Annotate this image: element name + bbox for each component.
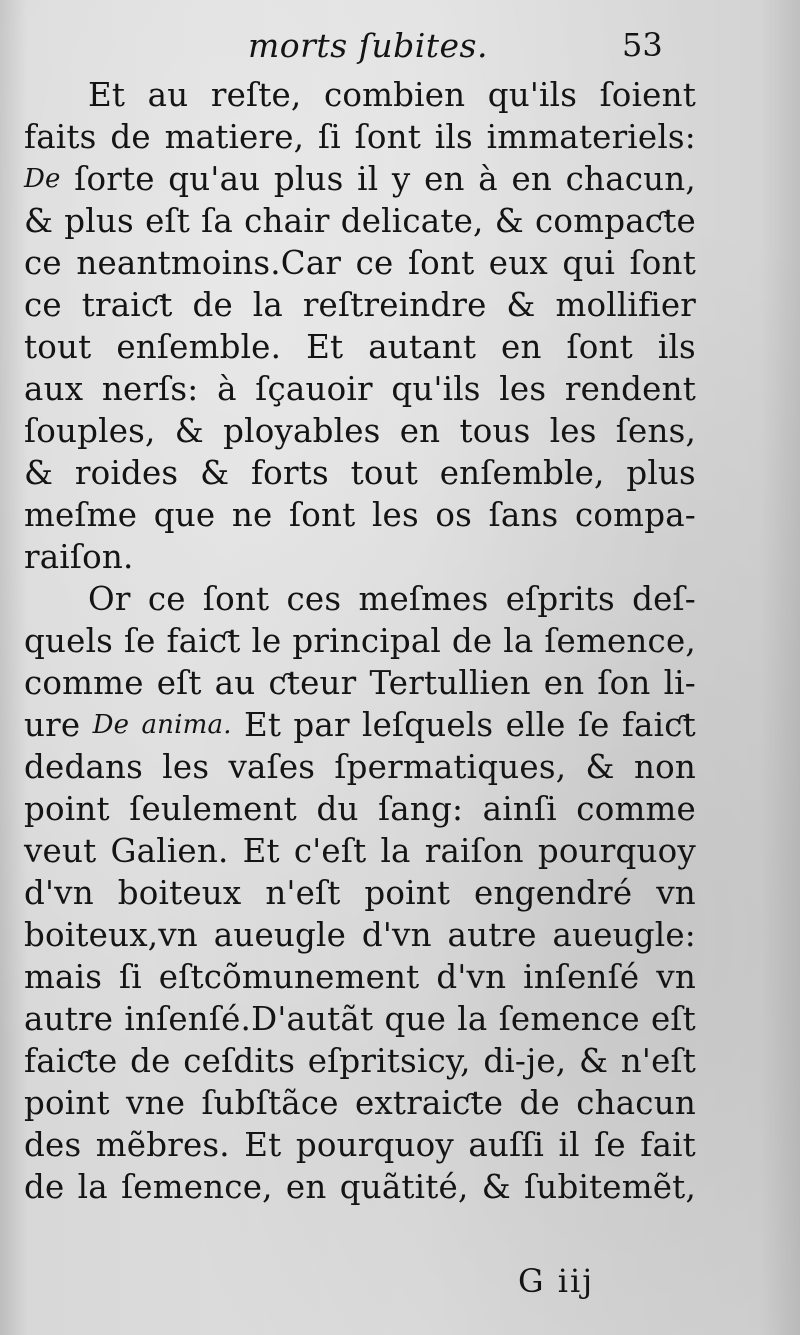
text-line: ure De anima. Et par leſquels elle ſe faiƈt <box>24 706 696 744</box>
text-line: meſme que ne ſont les os ſans compa- <box>24 496 696 534</box>
text-line: aux nerſs: à ſçauoir qu'ils les rendent <box>24 370 696 408</box>
page-header <box>0 22 800 72</box>
text-line: raiſon. <box>24 538 134 576</box>
running-head: morts ſubites. <box>248 26 488 65</box>
text-line: de la ſemence, en quãtité, & ſubitemẽt, <box>24 1168 696 1206</box>
text-line: & plus eſt ſa chair delicate, & compaƈte <box>24 202 696 240</box>
text-line: Et au reſte, combien qu'ils ſoient <box>88 76 696 114</box>
text-line: De ſorte qu'au plus il y en à en chacun, <box>24 160 696 198</box>
signature-mark: G iij <box>518 1262 595 1300</box>
text-line: & roides & forts tout enſemble, plus <box>24 454 696 492</box>
paragraph <box>24 74 696 578</box>
text-line: Or ce ſont ces meſmes eſprits deſ- <box>88 580 696 618</box>
text-line: dedans les vaſes ſpermatiques, & non <box>24 748 696 786</box>
text-line: point ſeulement du ſang: ainſi comme <box>24 790 696 828</box>
body-text <box>24 74 696 1208</box>
text-line: autre inſenſé.D'autãt que la ſemence eſt <box>24 1000 696 1038</box>
text-line: d'vn boiteux n'eſt point engendré vn <box>24 874 696 912</box>
text-line: mais ſi eſtcõmunement d'vn inſenſé vn <box>24 958 696 996</box>
text-line: ſouples, & ployables en tous les ſens, <box>24 412 696 450</box>
page-number: 53 <box>622 26 663 64</box>
text-line: des mẽbres. Et pourquoy auſſi il ſe fait <box>24 1126 696 1164</box>
text-line: faits de matiere, ſi ſont ils immateriels: <box>24 118 696 156</box>
text-line: veut Galien. Et c'eſt la raiſon pourquoy <box>24 832 696 870</box>
text-line: quels ſe faiƈt le principal de la ſemence, <box>24 622 696 660</box>
text-line: tout enſemble. Et autant en ſont ils <box>24 328 696 366</box>
paragraph <box>24 578 696 1208</box>
text-line: boiteux,vn aueugle d'vn autre aueugle: <box>24 916 696 954</box>
text-line: ce neantmoins.Car ce ſont eux qui ſont <box>24 244 696 282</box>
text-line: point vne ſubſtãce extraiƈte de chacun <box>24 1084 696 1122</box>
text-line: ce traiƈt de la reſtreindre & mollifier <box>24 286 696 324</box>
text-line: comme eſt au ƈteur Tertullien en ſon li- <box>24 664 696 702</box>
text-line: faiƈte de ceſdits eſpritsicy, di-je, & n'eſt <box>24 1042 696 1080</box>
